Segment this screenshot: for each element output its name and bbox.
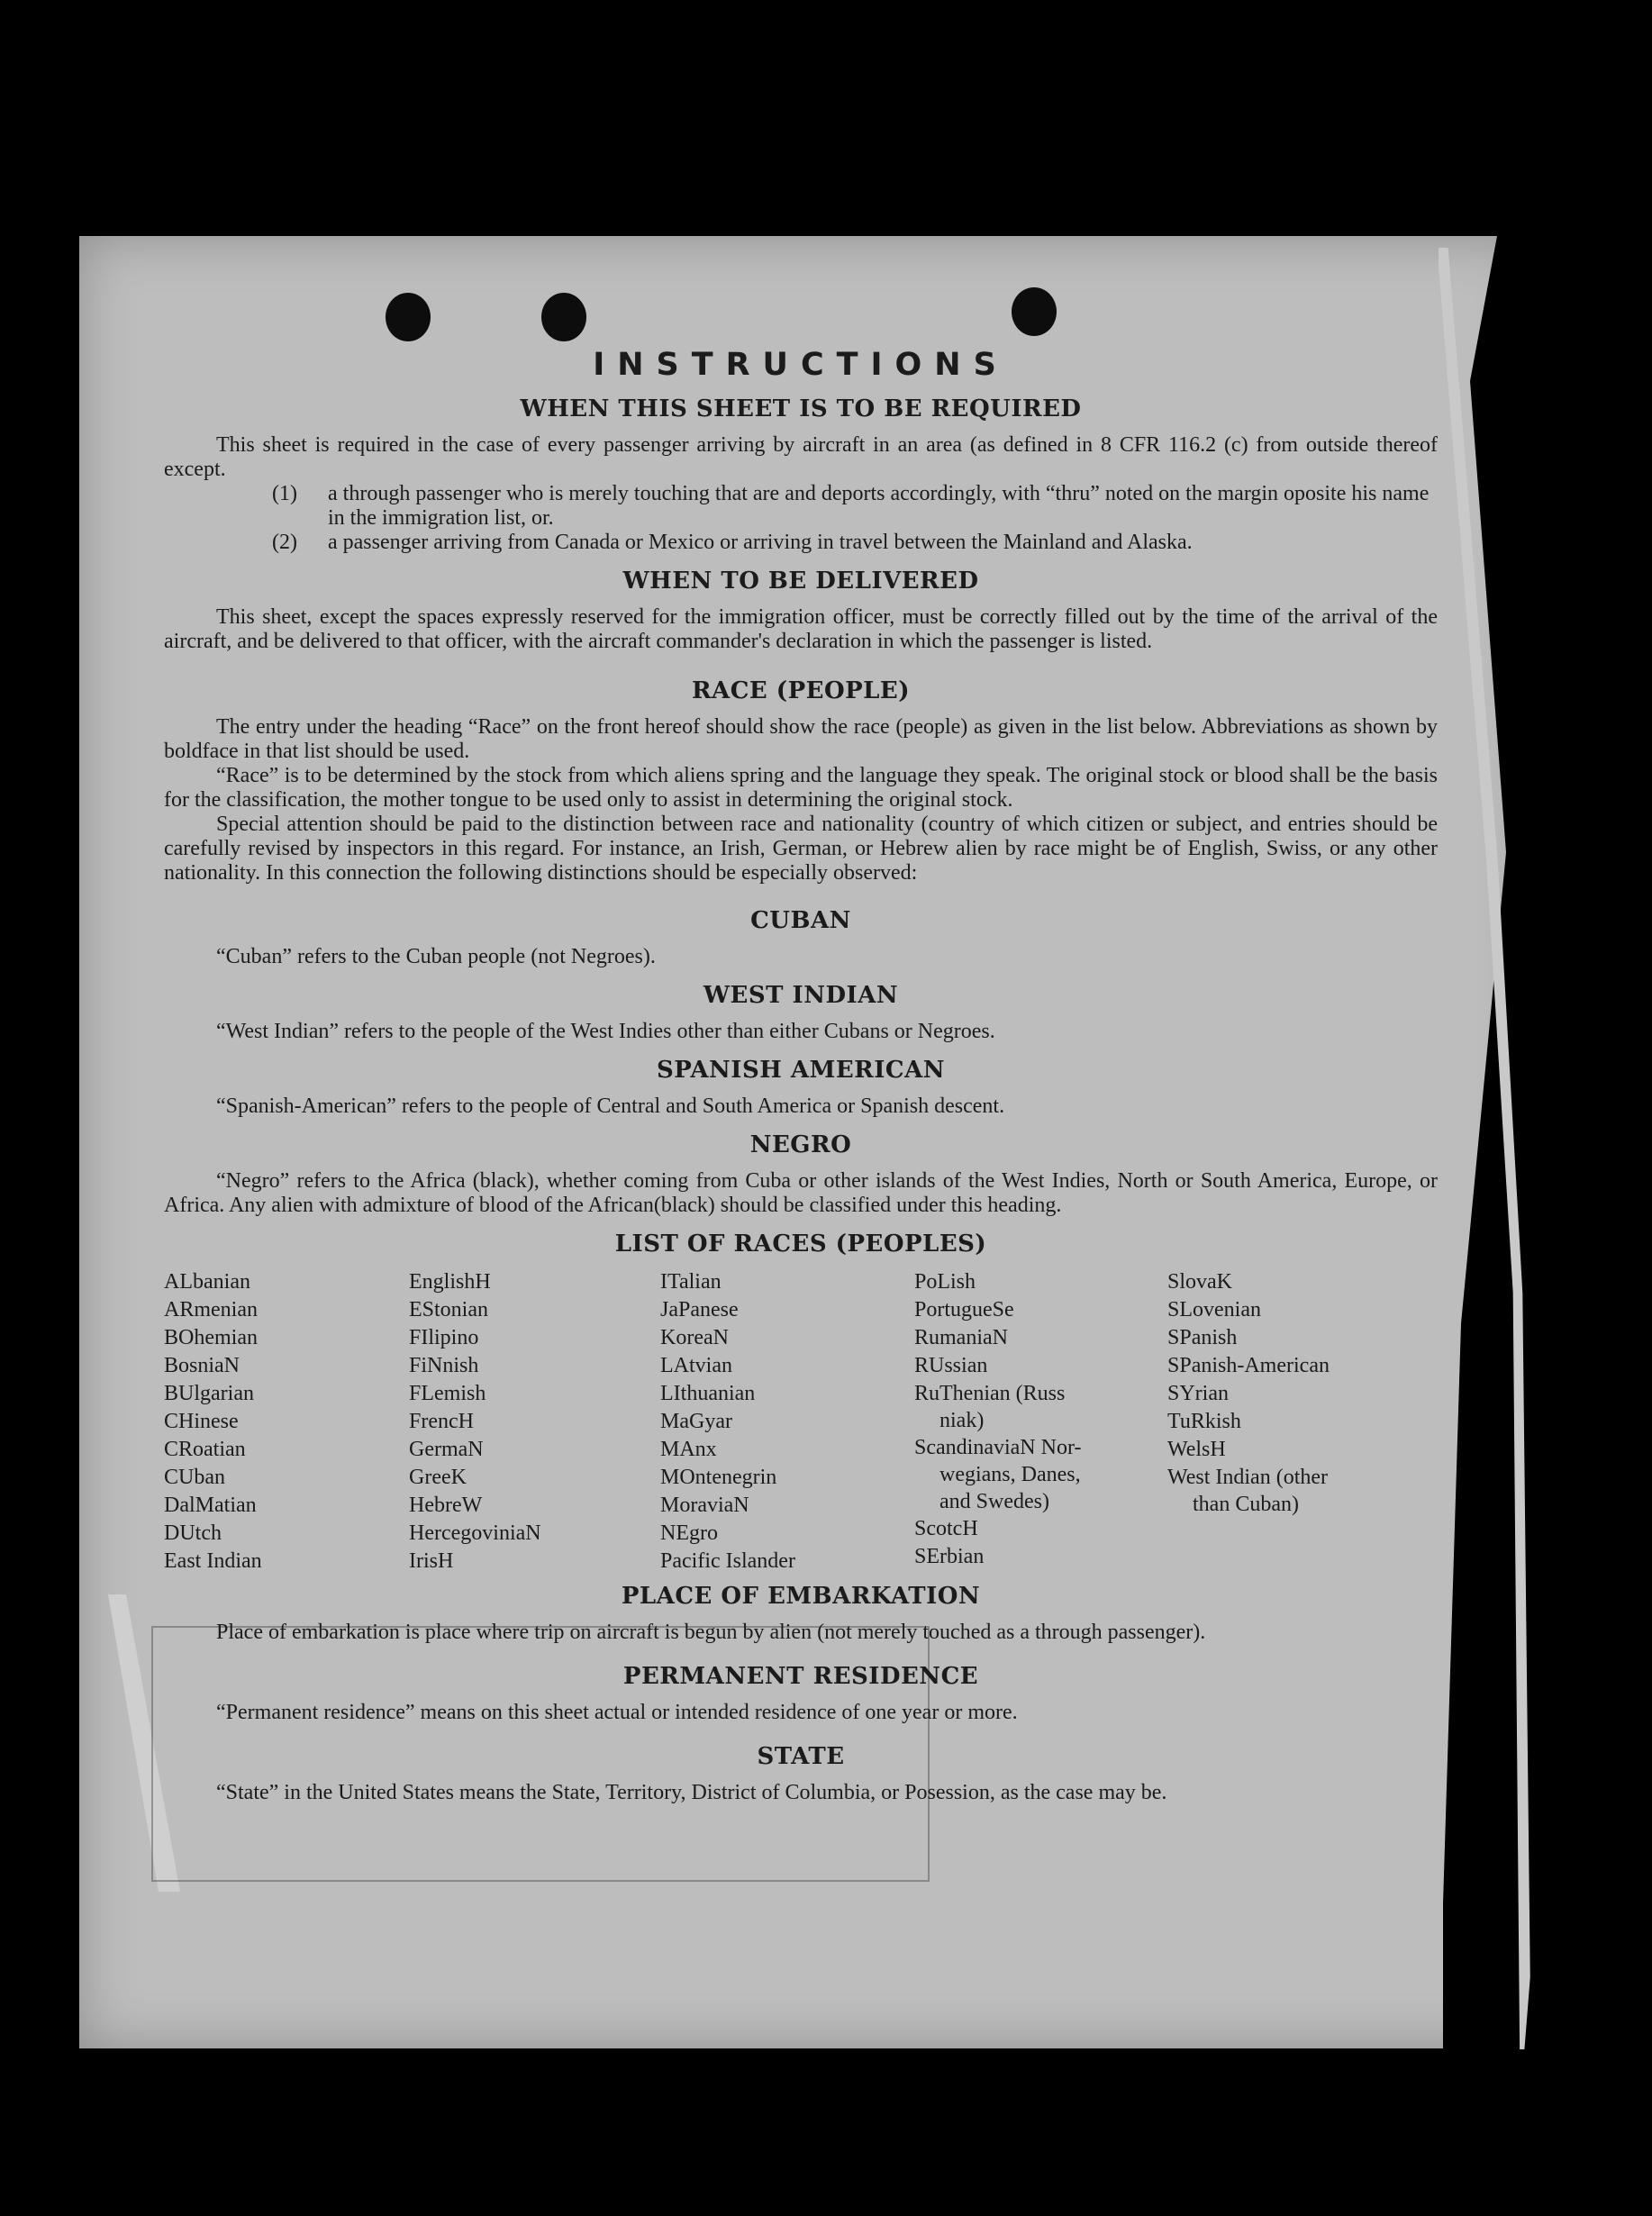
delivered-text: This sheet, except the spaces expressly reserved for the immigration officer, must be correctly filled out by the time of the arrival of the aircraft, and be delivered to that officer, with the aircraft commander's declaration in which the passenger is listed. [164, 605, 1438, 653]
race-entry: EnglishH [409, 1270, 491, 1294]
page-title: INSTRUCTIONS [593, 347, 1009, 383]
race-entry: FLemish [409, 1382, 486, 1405]
race-column [409, 1268, 660, 1576]
punch-hole [1012, 287, 1057, 336]
race-entry: BUlgarian [164, 1382, 254, 1405]
race-entry-continuation: wegians, Danes, [939, 1463, 1081, 1486]
race-entry: East Indian [164, 1549, 262, 1573]
race-entry: FiNnish [409, 1354, 479, 1377]
race-entry: FIlipino [409, 1326, 479, 1349]
race-entry: ALbanian [164, 1270, 250, 1294]
exception-text: a passenger arriving from Canada or Mexico or arriving in travel between the Mainland and Alaska. [328, 531, 1193, 554]
race-entry: MaGyar [660, 1410, 732, 1433]
race-paragraph-1: The entry under the heading “Race” on the front hereof should show the race (people) as given in the list below. Abbreviations as shown by boldface in that list should be used. [164, 715, 1438, 763]
section-heading-negro: NEGRO [749, 1131, 852, 1158]
section-heading-spanish-american: SPANISH AMERICAN [656, 1057, 946, 1084]
embarkation-text: Place of embarkation is place where trip on aircraft is begun by alien (not merely touched as a through passenger). [216, 1621, 1206, 1644]
race-entry: SlovaK [1167, 1270, 1232, 1294]
residence-text: “Permanent residence” means on this sheet actual or intended residence of one year or more. [216, 1701, 1018, 1724]
section-heading-west-indian: WEST INDIAN [703, 982, 899, 1009]
race-entry: SErbian [914, 1545, 985, 1568]
race-entry: ARmenian [164, 1298, 258, 1321]
race-entry: MoraviaN [660, 1494, 749, 1517]
race-entry: ScotcH [914, 1517, 978, 1540]
section-heading-state: STATE [757, 1743, 845, 1770]
race-entry: RuThenian (Russ [914, 1382, 1066, 1405]
section-heading-residence: PERMANENT RESIDENCE [622, 1663, 979, 1690]
section-heading-cuban: CUBAN [750, 907, 851, 934]
race-entry: PoLish [914, 1270, 976, 1294]
race-entry: BOhemian [164, 1326, 258, 1349]
race-entry: BosniaN [164, 1354, 240, 1377]
race-entry: MOntenegrin [660, 1466, 777, 1489]
race-entry: CRoatian [164, 1438, 246, 1461]
punch-hole [541, 293, 586, 341]
race-entry-continuation: niak) [939, 1409, 985, 1432]
race-column [660, 1268, 914, 1576]
state-text: “State” in the United States means the State, Territory, District of Columbia, or Posession, as the case may be. [216, 1781, 1167, 1804]
race-entry: KoreaN [660, 1326, 729, 1349]
race-entry: RumaniaN [914, 1326, 1008, 1349]
race-entry: DalMatian [164, 1494, 257, 1517]
race-entry: IrisH [409, 1549, 454, 1573]
race-entry: MAnx [660, 1438, 717, 1461]
cuban-text: “Cuban” refers to the Cuban people (not Negroes). [216, 945, 656, 968]
section-heading-list-of-races: LIST OF RACES (PEOPLES) [614, 1231, 987, 1258]
race-entry: PortugueSe [914, 1298, 1014, 1321]
race-entry: RUssian [914, 1354, 988, 1377]
exception-number: (1) [272, 482, 297, 505]
race-entry: CUban [164, 1466, 225, 1489]
race-list [164, 1268, 1438, 1576]
race-entry: LIthuanian [660, 1382, 756, 1405]
section-heading-embarkation: PLACE OF EMBARKATION [621, 1583, 981, 1610]
race-entry: GermaN [409, 1438, 484, 1461]
race-entry: SPanish [1167, 1326, 1238, 1349]
race-column [1167, 1268, 1438, 1576]
race-entry: SLovenian [1167, 1298, 1261, 1321]
instructions-content [164, 347, 1438, 1805]
race-entry: ITalian [660, 1270, 722, 1294]
race-entry-continuation: than Cuban) [1193, 1493, 1299, 1516]
exception-text: a through passenger who is merely touching that are and deports accordingly, with “thru” noted on the margin oposite his name in the immigration list, or. [328, 482, 1430, 530]
race-entry: SYrian [1167, 1382, 1229, 1405]
race-entry: LAtvian [660, 1354, 732, 1377]
race-entry-continuation: and Swedes) [939, 1490, 1049, 1513]
exception-number: (2) [272, 531, 297, 554]
exception-item [272, 531, 1438, 555]
race-entry: Pacific Islander [660, 1549, 795, 1573]
west-indian-text: “West Indian” refers to the people of the West Indies other than either Cubans or Negroes. [216, 1020, 995, 1043]
race-entry: HercegoviniaN [409, 1521, 541, 1545]
race-entry: DUtch [164, 1521, 222, 1545]
race-column [164, 1268, 409, 1576]
race-entry: West Indian (other [1167, 1466, 1329, 1489]
negro-text: “Negro” refers to the Africa (black), whether coming from Cuba or other islands of the West Indies, North or South America, Europe, or Africa. Any alien with admixture of blood of the African(black) should be classified under this heading. [164, 1169, 1438, 1217]
section-heading-race: RACE (PEOPLE) [691, 677, 911, 704]
section-heading-required: WHEN THIS SHEET IS TO BE REQUIRED [520, 395, 1082, 422]
race-entry: SPanish-American [1167, 1354, 1330, 1377]
race-entry: WelsH [1167, 1438, 1226, 1461]
punch-hole [386, 293, 431, 341]
race-entry: FrencH [409, 1410, 474, 1433]
race-entry: CHinese [164, 1410, 239, 1433]
race-entry: ScandinaviaN Nor- [914, 1436, 1082, 1459]
race-entry: NEgro [660, 1521, 718, 1545]
race-paragraph-2: “Race” is to be determined by the stock from which aliens spring and the language they speak. The original stock or blood shall be the basis for the classification, the mother tongue to be used only to assist in determining the original stock. [164, 764, 1438, 812]
race-entry: JaPanese [660, 1298, 739, 1321]
race-entry: HebreW [409, 1494, 483, 1517]
race-entry: TuRkish [1167, 1410, 1241, 1433]
required-intro: This sheet is required in the case of every passenger arriving by aircraft in an area (as defined in 8 CFR 116.2 (c) from outside thereof except. [164, 433, 1438, 481]
spanish-american-text: “Spanish-American” refers to the people of Central and South America or Spanish descent. [216, 1094, 1005, 1118]
race-entry: GreeK [409, 1466, 467, 1489]
exception-item [272, 482, 1438, 531]
section-heading-delivered: WHEN TO BE DELIVERED [622, 568, 979, 595]
race-column [914, 1268, 1167, 1576]
race-paragraph-3: Special attention should be paid to the distinction between race and nationality (country of which citizen or subject, and entries should be carefully revised by inspectors in this regard. For instance, an Irish, German, or Hebrew alien by race might be of English, Swiss, or any other nationality. In this connection the following distinctions should be especially observed: [164, 813, 1438, 885]
race-entry: EStonian [409, 1298, 488, 1321]
